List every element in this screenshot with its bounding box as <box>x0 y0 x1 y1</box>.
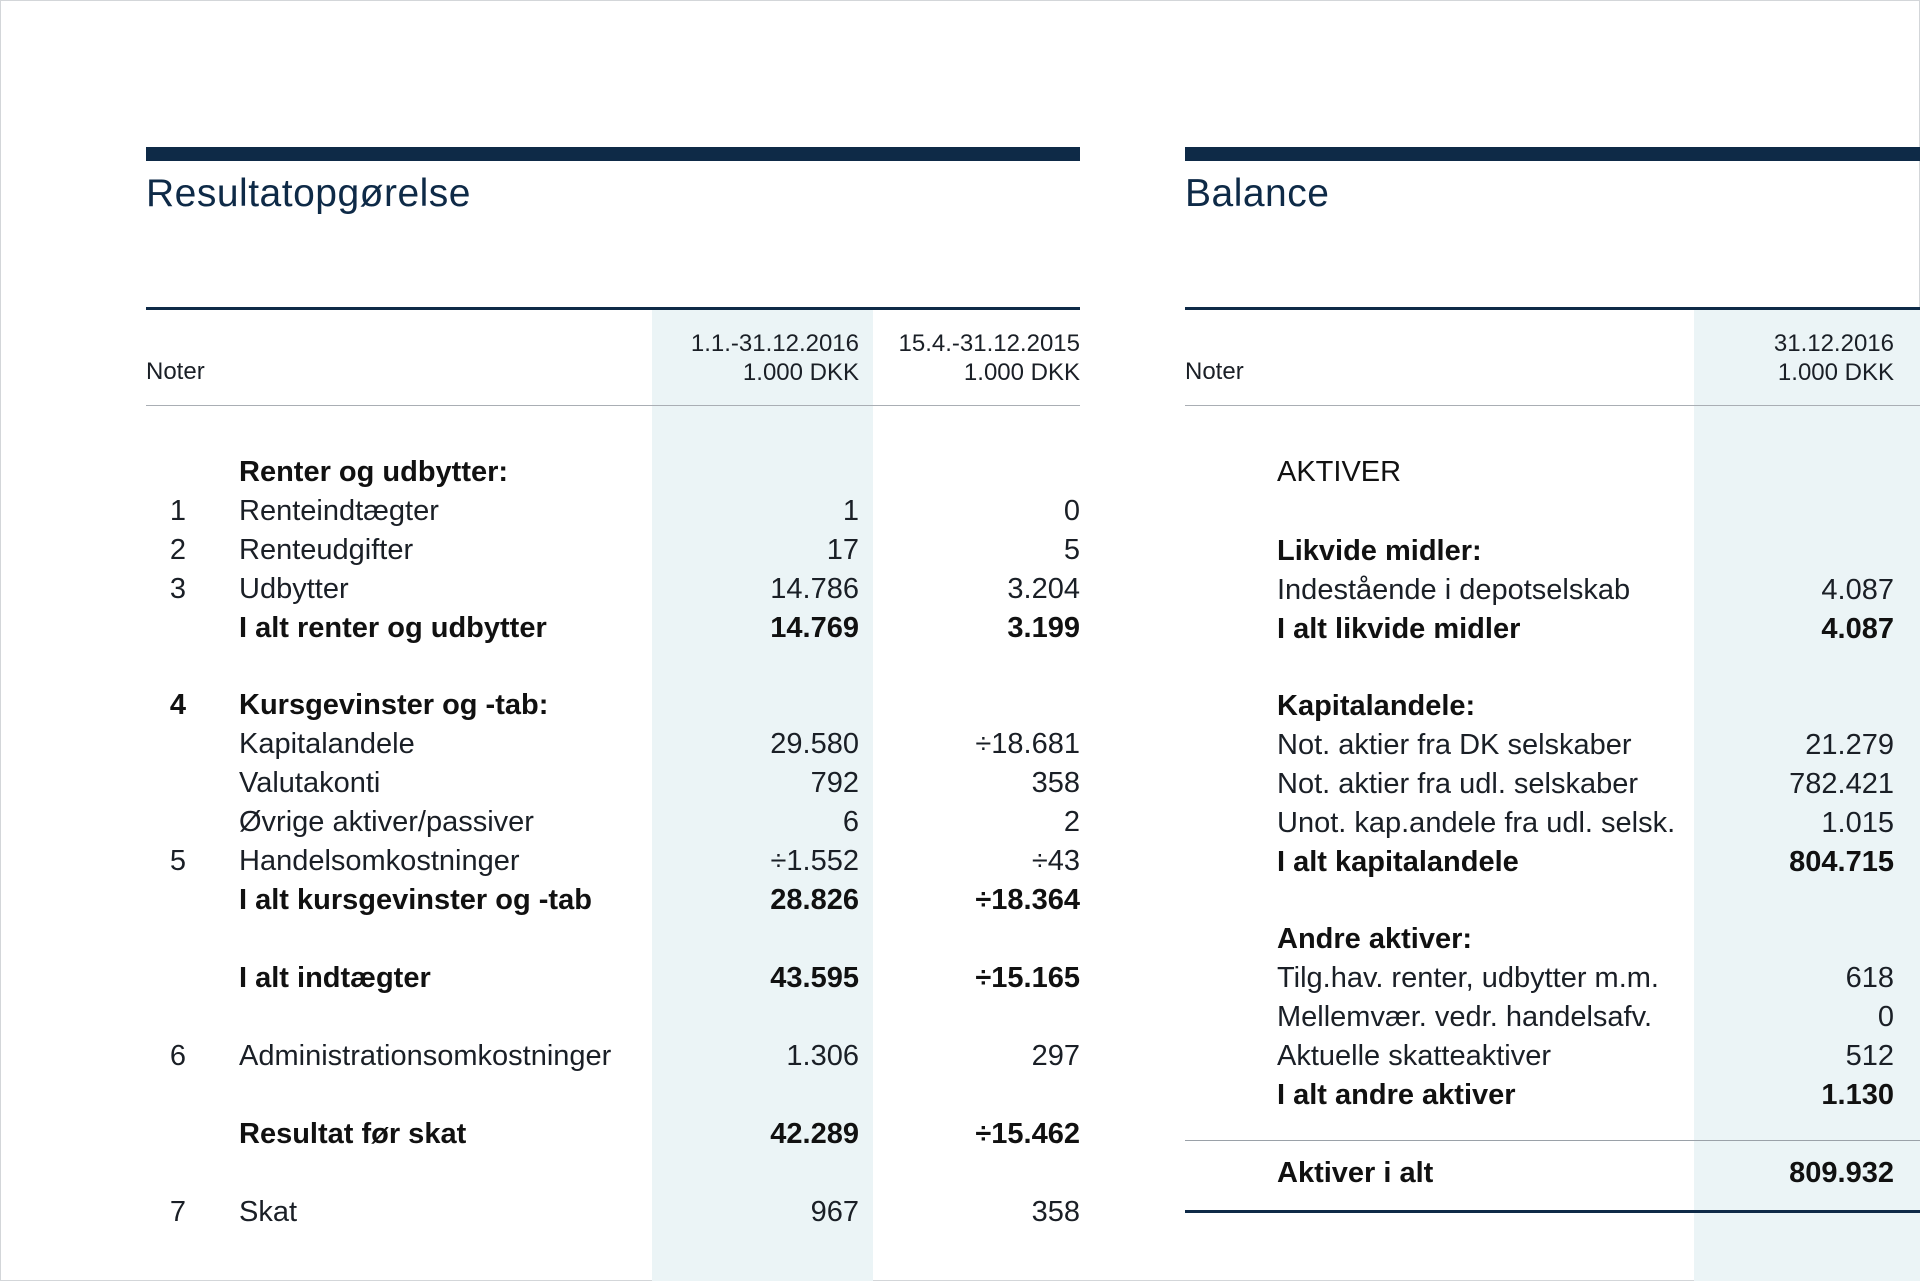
row-label: Kapitalandele <box>239 728 415 760</box>
row-label: I alt andre aktiver <box>1277 1079 1516 1111</box>
row-value-2016: 4.087 <box>1821 574 1894 606</box>
income-row <box>146 728 1080 767</box>
balance-row <box>1185 1040 1920 1079</box>
balance-row <box>1185 923 1920 962</box>
column-period: 31.12.2016 <box>1773 330 1894 357</box>
row-label: Resultat før skat <box>239 1118 467 1150</box>
income-row <box>146 612 1080 651</box>
row-value-2015: 3.199 <box>1007 612 1080 644</box>
assets-heading: AKTIVER <box>1277 456 1402 488</box>
total-top-rule <box>1185 1140 1920 1141</box>
row-label: Not. aktier fra udl. selskaber <box>1277 768 1639 800</box>
row-value-2015: 5 <box>1063 534 1080 566</box>
row-note: 2 <box>169 534 187 566</box>
balance-row <box>1185 768 1920 807</box>
row-label: Tilg.hav. renter, udbytter m.m. <box>1277 962 1659 994</box>
row-label: Handelsomkostninger <box>239 845 520 877</box>
row-value-2016: 512 <box>1845 1040 1894 1072</box>
row-value-2015: 358 <box>1031 1196 1080 1228</box>
column-header-2016 <box>652 329 859 387</box>
row-label: Skat <box>239 1196 298 1228</box>
row-value-2016: 4.087 <box>1821 613 1894 645</box>
row-value-2016: 967 <box>810 1196 859 1228</box>
notes-column-header: Noter <box>146 358 205 385</box>
balance-row <box>1185 962 1920 1001</box>
row-value-2016: 43.595 <box>770 962 859 994</box>
row-label: Andre aktiver: <box>1277 923 1473 955</box>
row-value-2016: 792 <box>810 767 859 799</box>
row-label: I alt kursgevinster og -tab <box>239 884 592 916</box>
row-value-2016: 809.932 <box>1789 1157 1894 1189</box>
row-value-2015: ÷18.364 <box>975 884 1080 916</box>
assets-total-row <box>1185 1157 1920 1196</box>
section-top-bar <box>146 147 1080 161</box>
income-row <box>146 456 1080 495</box>
row-label: I alt likvide midler <box>1277 613 1521 645</box>
row-label: Kapitalandele: <box>1277 690 1476 722</box>
row-label: Renteindtægter <box>239 495 439 527</box>
row-value-2016: 14.786 <box>770 573 859 605</box>
row-note: 4 <box>169 689 187 721</box>
row-value-2015: ÷15.165 <box>975 962 1080 994</box>
row-note: 3 <box>169 573 187 605</box>
row-value-2016: 804.715 <box>1789 846 1894 878</box>
row-value-2015: 0 <box>1063 495 1080 527</box>
row-value-2016: 1.015 <box>1821 807 1894 839</box>
balance-row <box>1185 807 1920 846</box>
row-label: Kursgevinster og -tab: <box>239 689 549 721</box>
income-row <box>146 1196 1080 1235</box>
income-row <box>146 1118 1080 1157</box>
row-value-2015: ÷18.681 <box>975 728 1080 760</box>
row-label: Øvrige aktiver/passiver <box>239 806 534 838</box>
row-value-2016: 29.580 <box>770 728 859 760</box>
row-label: I alt indtægter <box>239 962 431 994</box>
income-row <box>146 1040 1080 1079</box>
balance-panel <box>1185 0 1920 1281</box>
row-label: Renteudgifter <box>239 534 414 566</box>
balance-row <box>1185 574 1920 613</box>
row-value-2016: 1.130 <box>1821 1079 1894 1111</box>
income-statement-title: Resultatopgørelse <box>146 172 471 215</box>
header-bottom-rule <box>1185 405 1920 406</box>
column-header-balance <box>1694 329 1894 387</box>
row-label: Aktiver i alt <box>1277 1157 1434 1189</box>
column-period: 1.1.-31.12.2016 <box>690 330 859 357</box>
section-top-bar <box>1185 147 1920 161</box>
row-value-2015: 358 <box>1031 767 1080 799</box>
row-label: Unot. kap.andele fra udl. selsk. <box>1277 807 1676 839</box>
header-bottom-rule <box>146 405 1080 406</box>
row-value-2016: 1.306 <box>786 1040 859 1072</box>
income-row <box>146 767 1080 806</box>
row-label: Aktuelle skatteaktiver <box>1277 1040 1552 1072</box>
row-label: Indestående i depotselskab <box>1277 574 1631 606</box>
balance-row <box>1185 690 1920 729</box>
row-value-2016: 28.826 <box>770 884 859 916</box>
row-value-2015: 297 <box>1031 1040 1080 1072</box>
row-value-2016: 6 <box>842 806 859 838</box>
income-statement-panel <box>146 0 1080 1281</box>
notes-column-header: Noter <box>1185 358 1244 385</box>
row-value-2016: 618 <box>1845 962 1894 994</box>
row-value-2016: 14.769 <box>770 612 859 644</box>
row-value-2015: 2 <box>1063 806 1080 838</box>
row-label: Udbytter <box>239 573 349 605</box>
table-top-rule <box>146 307 1080 310</box>
income-row <box>146 573 1080 612</box>
balance-row <box>1185 535 1920 574</box>
row-label: Renter og udbytter: <box>239 456 509 488</box>
balance-title: Balance <box>1185 172 1330 215</box>
row-value-2016: ÷1.552 <box>770 845 859 877</box>
table-top-rule <box>1185 307 1920 310</box>
row-value-2016: 782.421 <box>1789 768 1894 800</box>
row-label: Valutakonti <box>239 767 381 799</box>
row-label: Mellemvær. vedr. handelsafv. <box>1277 1001 1653 1033</box>
row-value-2016: 0 <box>1877 1001 1894 1033</box>
row-label: Administrationsomkostninger <box>239 1040 612 1072</box>
income-row <box>146 884 1080 923</box>
column-unit: 1.000 DKK <box>742 359 859 386</box>
balance-row <box>1185 1079 1920 1118</box>
row-note: 6 <box>169 1040 187 1072</box>
row-label: Likvide midler: <box>1277 535 1482 567</box>
row-note: 5 <box>169 845 187 877</box>
income-row <box>146 962 1080 1001</box>
row-label: I alt renter og udbytter <box>239 612 547 644</box>
income-row <box>146 806 1080 845</box>
balance-row <box>1185 1001 1920 1040</box>
column-header-2015 <box>873 329 1080 387</box>
column-unit: 1.000 DKK <box>1777 359 1894 386</box>
balance-row <box>1185 729 1920 768</box>
row-label: I alt kapitalandele <box>1277 846 1519 878</box>
row-label: Not. aktier fra DK selskaber <box>1277 729 1632 761</box>
row-value-2015: 3.204 <box>1007 573 1080 605</box>
row-value-2015: ÷15.462 <box>975 1118 1080 1150</box>
row-value-2015: ÷43 <box>1031 845 1080 877</box>
row-value-2016: 21.279 <box>1805 729 1894 761</box>
total-bottom-rule <box>1185 1210 1920 1213</box>
row-value-2016: 1 <box>842 495 859 527</box>
row-note: 1 <box>169 495 187 527</box>
balance-row <box>1185 846 1920 885</box>
income-row <box>146 845 1080 884</box>
income-row <box>146 534 1080 573</box>
income-row <box>146 495 1080 534</box>
row-value-2016: 17 <box>826 534 859 566</box>
column-unit: 1.000 DKK <box>963 359 1080 386</box>
income-row <box>146 689 1080 728</box>
row-note: 7 <box>169 1196 187 1228</box>
column-period: 15.4.-31.12.2015 <box>898 330 1080 357</box>
row-value-2016: 42.289 <box>770 1118 859 1150</box>
balance-row <box>1185 613 1920 652</box>
